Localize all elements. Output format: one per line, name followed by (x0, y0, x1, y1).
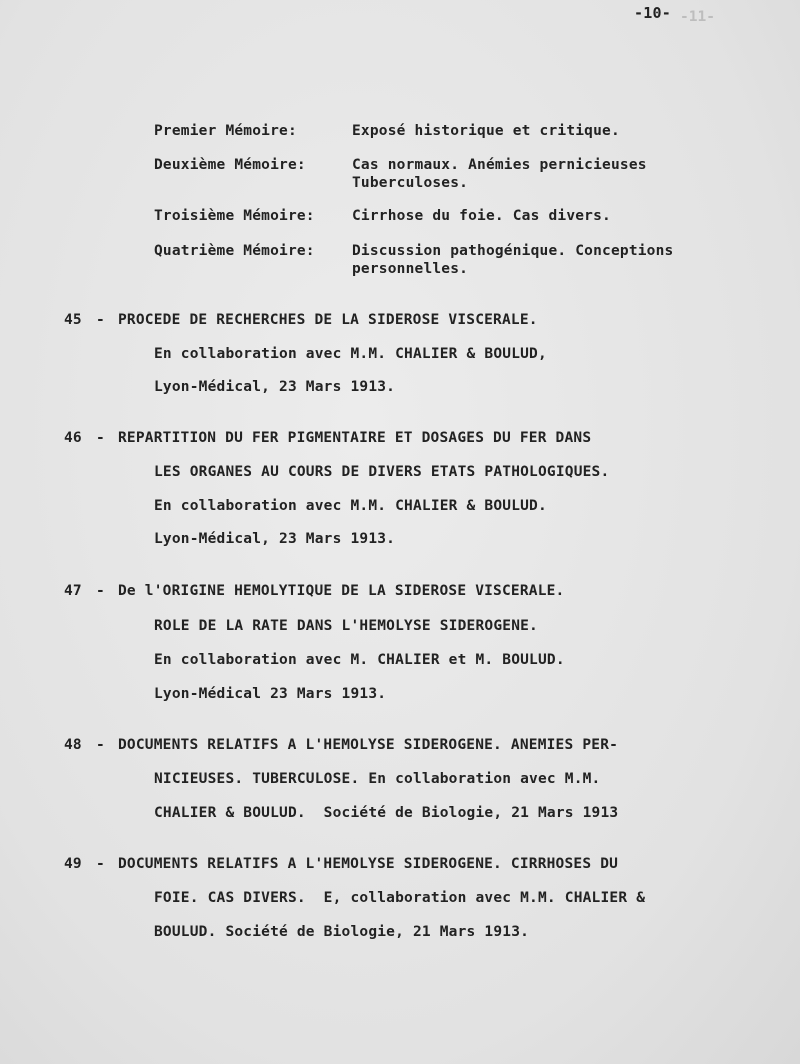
memoire-3-text: Cirrhose du foie. Cas divers. (352, 208, 611, 224)
entry-46-number: 46 (64, 430, 82, 446)
memoire-3-label: Troisième Mémoire: (154, 208, 315, 224)
page-number: -10- (634, 4, 671, 22)
entry-47-line-2: ROLE DE LA RATE DANS L'HEMOLYSE SIDEROGENE. (154, 618, 538, 634)
entry-47-line-4: Lyon-Médical 23 Mars 1913. (154, 686, 387, 702)
memoire-4-label: Quatrième Mémoire: (154, 243, 315, 259)
memoire-2-label: Deuxième Mémoire: (154, 157, 306, 173)
entry-dash: - (96, 737, 105, 753)
entry-48-line-1: DOCUMENTS RELATIFS A L'HEMOLYSE SIDEROGENE. ANEMIES PER- (118, 737, 619, 753)
entry-48-number: 48 (64, 737, 82, 753)
entry-49-line-2: FOIE. CAS DIVERS. E, collaboration avec M.M. CHALIER & (154, 890, 646, 906)
entry-45-line-1: PROCEDE DE RECHERCHES DE LA SIDEROSE VISCERALE. (118, 312, 538, 328)
entry-49-line-3: BOULUD. Société de Biologie, 21 Mars 1913. (154, 924, 530, 940)
entry-dash: - (96, 856, 105, 872)
entry-47-number: 47 (64, 583, 82, 599)
entry-46-line-4: Lyon-Médical, 23 Mars 1913. (154, 531, 396, 547)
entry-46-line-2: LES ORGANES AU COURS DE DIVERS ETATS PATHOLOGIQUES. (154, 464, 610, 480)
memoire-1-label: Premier Mémoire: (154, 123, 297, 139)
entry-47-line-3: En collaboration avec M. CHALIER et M. BOULUD. (154, 652, 565, 668)
memoire-4-text: Discussion pathogénique. Conceptions (352, 243, 674, 259)
memoire-2-cont: Tuberculoses. (352, 175, 469, 191)
bleed-through-page-number: -11- (680, 9, 715, 25)
memoire-1-text: Exposé historique et critique. (352, 123, 620, 139)
entry-49-line-1: DOCUMENTS RELATIFS A L'HEMOLYSE SIDEROGENE. CIRRHOSES DU (118, 856, 619, 872)
memoire-4-cont: personnelles. (352, 261, 469, 277)
entry-dash: - (96, 583, 105, 599)
entry-48-line-3: CHALIER & BOULUD. Société de Biologie, 21 Mars 1913 (154, 805, 619, 821)
entry-46-line-3: En collaboration avec M.M. CHALIER & BOULUD. (154, 498, 547, 514)
entry-45-line-2: En collaboration avec M.M. CHALIER & BOULUD, (154, 346, 547, 362)
entry-dash: - (96, 312, 105, 328)
memoire-2-text: Cas normaux. Anémies pernicieuses (352, 157, 647, 173)
entry-49-number: 49 (64, 856, 82, 872)
entry-dash: - (96, 430, 105, 446)
entry-48-line-2: NICIEUSES. TUBERCULOSE. En collaboration avec M.M. (154, 771, 601, 787)
entry-45-number: 45 (64, 312, 82, 328)
entry-46-line-1: REPARTITION DU FER PIGMENTAIRE ET DOSAGES DU FER DANS (118, 430, 592, 446)
entry-45-line-3: Lyon-Médical, 23 Mars 1913. (154, 379, 396, 395)
entry-47-line-1: De l'ORIGINE HEMOLYTIQUE DE LA SIDEROSE VISCERALE. (118, 583, 565, 599)
